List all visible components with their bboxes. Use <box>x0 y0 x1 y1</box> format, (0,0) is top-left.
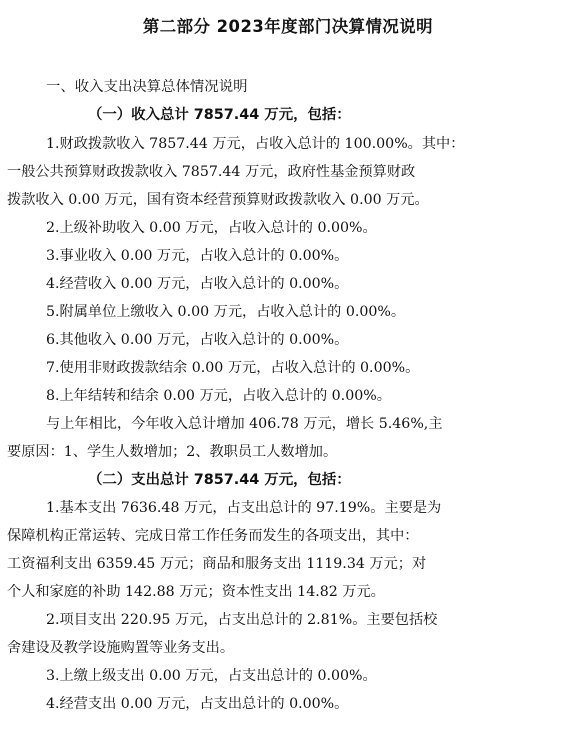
income-item-3: 3.事业收入 0.00 万元，占收入总计的 0.00%。 <box>46 248 349 264</box>
income-item-1-line-1: 1.财政拨款收入 7857.44 万元，占收入总计的 100.00%。其中： <box>46 136 465 152</box>
expense-item-2-line-2: 舍建设及教学设施购置等业务支出。 <box>7 640 235 656</box>
income-comparison-line-1: 与上年相比，今年收入总计增加 406.78 万元，增长 5.46%,主 <box>46 416 443 432</box>
page-title: 第二部分 2023年度部门决算情况说明 <box>142 17 434 36</box>
income-item-1-line-3: 拨款收入 0.00 万元，国有资本经营预算财政拨款收入 0.00 万元。 <box>7 192 429 208</box>
income-item-2: 2.上级补助收入 0.00 万元，占收入总计的 0.00%。 <box>46 220 377 236</box>
income-item-4: 4.经营收入 0.00 万元，占收入总计的 0.00%。 <box>46 276 349 292</box>
income-item-7: 7.使用非财政拨款结余 0.00 万元，占收入总计的 0.00%。 <box>46 360 420 376</box>
income-item-8: 8.上年结转和结余 0.00 万元，占收入总计的 0.00%。 <box>46 388 391 404</box>
income-total-heading: （一）收入总计 7857.44 万元，包括： <box>88 107 351 123</box>
expense-item-1-line-1: 1.基本支出 7636.48 万元，占支出总计的 97.19%。主要是为 <box>46 500 442 516</box>
expense-item-1-line-3: 工资福利支出 6359.45 万元；商品和服务支出 1119.34 万元；对 <box>7 556 427 572</box>
expense-item-3: 3.上缴上级支出 0.00 万元，占支出总计的 0.00%。 <box>46 668 377 684</box>
expense-item-2-line-1: 2.项目支出 220.95 万元，占支出总计的 2.81%。主要包括校 <box>46 612 438 628</box>
income-comparison-line-2: 要原因：1、学生人数增加；2、教职员工人数增加。 <box>7 444 338 460</box>
expense-item-1-line-2: 保障机构正常运转、完成日常工作任务而发生的各项支出，其中： <box>7 528 419 544</box>
expense-total-heading: （二）支出总计 7857.44 万元，包括： <box>88 472 351 488</box>
income-item-6: 6.其他收入 0.00 万元，占收入总计的 0.00%。 <box>46 332 349 348</box>
expense-item-1-line-4: 个人和家庭的补助 142.88 万元；资本性支出 14.82 万元。 <box>7 584 385 600</box>
income-item-1-line-2: 一般公共预算财政拨款收入 7857.44 万元，政府性基金预算财政 <box>7 164 416 180</box>
income-item-5: 5.附属单位上缴收入 0.00 万元，占收入总计的 0.00%。 <box>46 304 406 320</box>
section-heading-income-expense-overview: 一、收入支出决算总体情况说明 <box>46 79 248 95</box>
expense-item-4: 4.经营支出 0.00 万元，占支出总计的 0.00%。 <box>46 696 349 712</box>
